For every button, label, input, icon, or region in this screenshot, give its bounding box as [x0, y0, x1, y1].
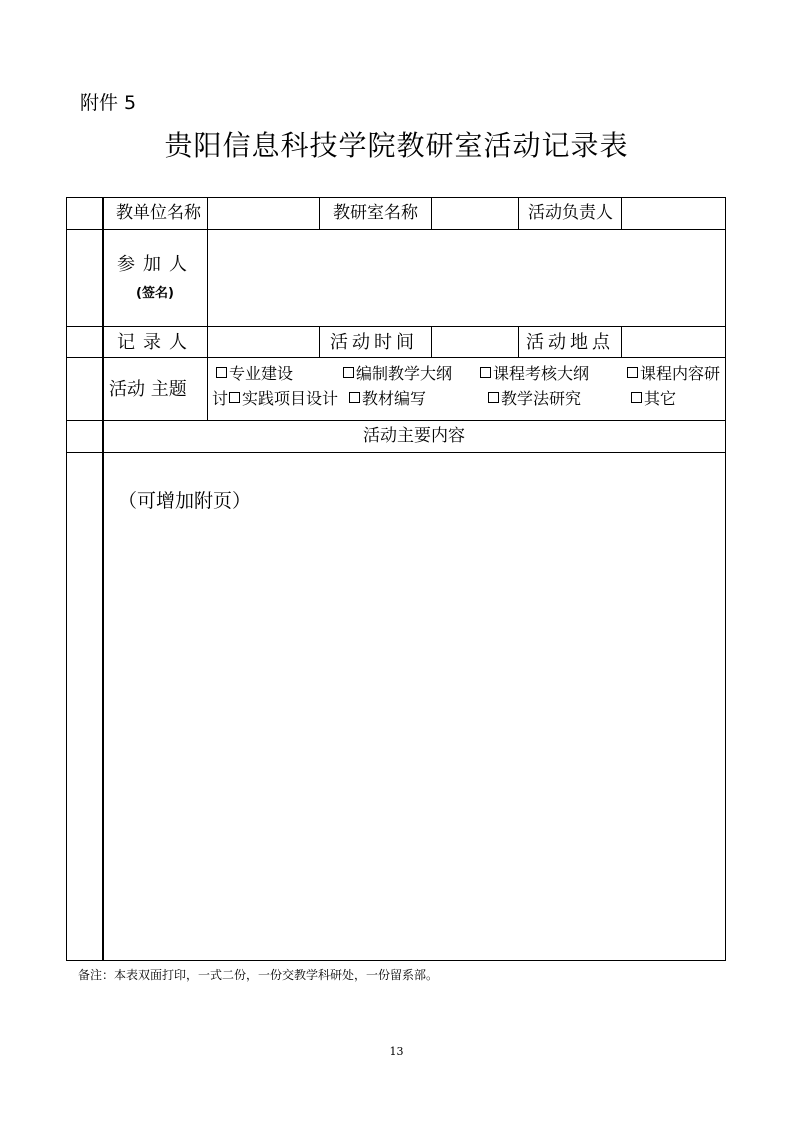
recorder-label: 记录人 [117, 332, 195, 353]
participants-label: 参加人 [117, 254, 195, 275]
unit-name-label: 教单位名称 [116, 203, 201, 223]
document-title: 贵阳信息科技学院教研室活动记录表 [164, 129, 629, 162]
theme-option[interactable] [627, 366, 720, 382]
main-content-area[interactable] [108, 458, 720, 956]
section-name-label: 教研室名称 [333, 203, 418, 223]
table-border-top [66, 197, 726, 198]
row-divider [66, 452, 726, 453]
checkbox-icon [488, 392, 499, 403]
column-divider [431, 326, 432, 358]
margin-column-divider [102, 197, 104, 961]
checkbox-icon [349, 392, 360, 403]
activity-leader-label: 活动负责人 [528, 203, 613, 223]
column-divider [207, 357, 208, 420]
option-label: 实践项目设计 [242, 389, 339, 408]
attachment-label: 附件 5 [80, 92, 137, 114]
theme-option[interactable] [349, 391, 426, 407]
theme-option[interactable] [480, 366, 589, 382]
option-label: 编制教学大纲 [356, 364, 453, 383]
theme-option-wrap [212, 391, 228, 407]
activity-time-label: 活动时间 [330, 332, 418, 353]
theme-option[interactable] [631, 391, 676, 407]
column-divider [621, 197, 622, 230]
column-divider [518, 197, 519, 230]
main-content-header: 活动主要内容 [363, 426, 465, 446]
footnote: 备注：本表双面打印，一式二份，一份交教学科研处，一份留系部。 [78, 968, 439, 982]
checkbox-icon [631, 392, 642, 403]
row-divider [66, 357, 726, 358]
page-number: 13 [389, 1045, 404, 1058]
checkbox-icon [216, 367, 227, 378]
option-label: 课程内容研 [640, 364, 721, 383]
checkbox-icon [343, 367, 354, 378]
column-divider [319, 197, 320, 230]
option-label: 教材编写 [362, 389, 427, 408]
table-border-right [725, 197, 726, 961]
row-divider [66, 420, 726, 421]
theme-option[interactable] [229, 391, 338, 407]
row-divider [66, 229, 726, 230]
column-divider [621, 326, 622, 358]
checkbox-icon [480, 367, 491, 378]
option-label: 课程考核大纲 [493, 364, 590, 383]
option-label: 教学法研究 [501, 389, 582, 408]
column-divider [431, 197, 432, 230]
content-placeholder: （可增加附页） [118, 490, 252, 512]
option-label: 专业建设 [229, 364, 294, 383]
checkbox-icon [627, 367, 638, 378]
table-border-left [66, 197, 67, 961]
column-divider [319, 326, 320, 358]
table-border-bottom [66, 960, 726, 961]
row-divider [66, 326, 726, 327]
option-label-continued: 讨 [212, 389, 229, 408]
activity-place-label: 活动地点 [526, 332, 614, 353]
theme-option[interactable] [488, 391, 581, 407]
checkbox-icon [229, 392, 240, 403]
theme-option[interactable] [343, 366, 452, 382]
column-divider [518, 326, 519, 358]
signature-note: (签名) [136, 286, 174, 301]
activity-theme-label: 活动 主题 [109, 379, 187, 400]
option-label: 其它 [644, 389, 677, 408]
column-divider [207, 197, 208, 357]
theme-option[interactable] [216, 366, 293, 382]
